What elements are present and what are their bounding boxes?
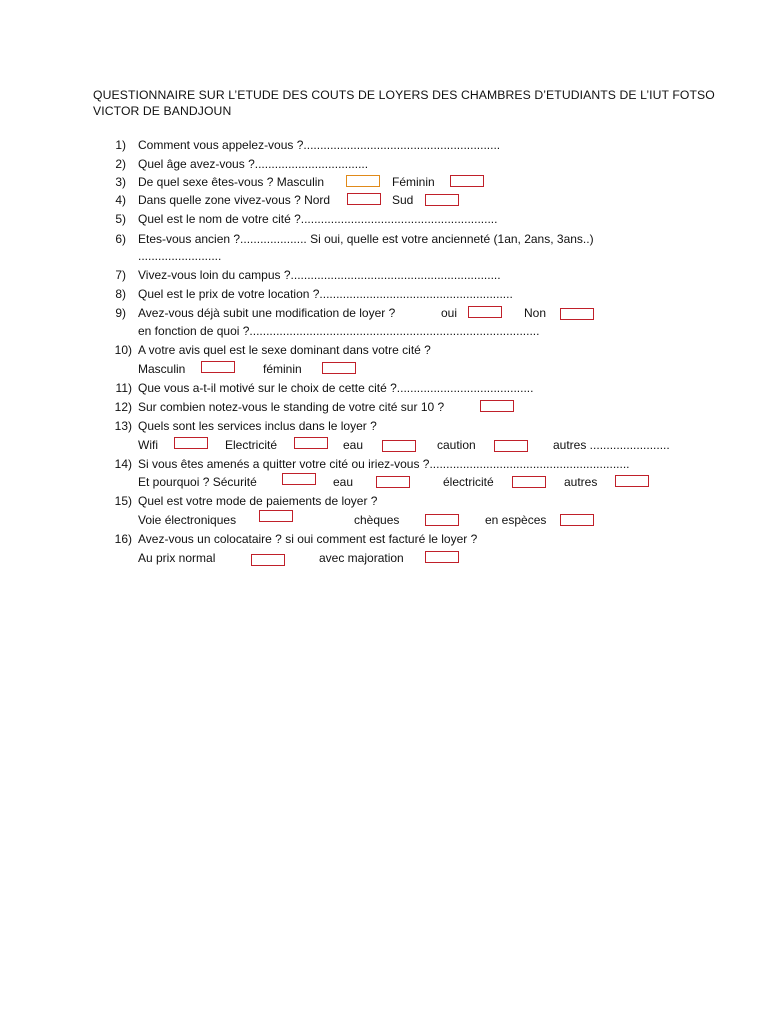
page-title-line-2: VICTOR DE BANDJOUN xyxy=(93,104,232,118)
question-text: Avez-vous un colocataire ? si oui comment est facturé le loyer ? xyxy=(138,532,478,546)
option-label: Voie électroniques xyxy=(138,513,237,527)
question-number: 2) xyxy=(115,157,126,171)
option-label: électricité xyxy=(443,475,494,489)
question-text: A votre avis quel est le sexe dominant dans votre cité ? xyxy=(138,343,431,357)
checkbox-non[interactable] xyxy=(560,308,594,320)
option-label: féminin xyxy=(263,362,302,376)
question-number: 11) xyxy=(115,381,132,395)
question-text: Quel est le prix de votre location ?.......................................................... xyxy=(138,287,513,301)
question-continuation: ......................... xyxy=(138,249,222,263)
option-label: Masculin xyxy=(138,362,186,376)
question-number: 8) xyxy=(115,287,126,301)
question-number: 16) xyxy=(114,532,132,546)
checkbox-wifi[interactable] xyxy=(174,437,208,449)
question-number: 4) xyxy=(115,193,126,207)
question-number: 7) xyxy=(115,268,126,282)
checkbox-majoration[interactable] xyxy=(425,551,459,563)
question-number: 15) xyxy=(114,494,132,508)
checkbox-feminin[interactable] xyxy=(450,175,484,187)
option-label-autres: autres ........................ xyxy=(553,438,670,452)
checkbox-oui[interactable] xyxy=(468,306,502,318)
option-label: Electricité xyxy=(225,438,278,452)
page-title-line-1: QUESTIONNAIRE SUR L’ETUDE DES COUTS DE LOYERS DES CHAMBRES D’ETUDIANTS DE L’IUT FOTSO xyxy=(93,88,715,102)
question-text: Quels sont les services inclus dans le loyer ? xyxy=(138,419,377,433)
question-text: Comment vous appelez-vous ?........................................................... xyxy=(138,138,501,152)
question-continuation: en fonction de quoi ?....................................................................................... xyxy=(138,324,540,338)
checkbox-especes[interactable] xyxy=(560,514,594,526)
option-label: Au prix normal xyxy=(138,551,216,565)
option-label: Wifi xyxy=(138,438,158,452)
question-number: 12) xyxy=(114,400,132,414)
option-label: Sud xyxy=(392,193,414,207)
checkbox-electricite[interactable] xyxy=(294,437,328,449)
checkbox-masculin[interactable] xyxy=(201,361,235,373)
option-label: autres xyxy=(564,475,598,489)
question-number: 13) xyxy=(114,419,132,433)
question-text: Quel âge avez-vous ?.................................. xyxy=(138,157,369,171)
question-text: Dans quelle zone vivez-vous ? Nord xyxy=(138,193,331,207)
checkbox-voie-electronique[interactable] xyxy=(259,510,293,522)
question-number: 6) xyxy=(115,232,126,246)
option-label: oui xyxy=(441,306,458,320)
checkbox-cheques[interactable] xyxy=(425,514,459,526)
question-text: Vivez-vous loin du campus ?............................................................... xyxy=(138,268,501,282)
option-label: Et pourquoi ? Sécurité xyxy=(138,475,257,489)
option-label: caution xyxy=(437,438,476,452)
option-label: eau xyxy=(343,438,364,452)
option-label: eau xyxy=(333,475,354,489)
question-number: 14) xyxy=(114,457,132,471)
question-text: De quel sexe êtes-vous ? Masculin xyxy=(138,175,325,189)
question-text: Quel est votre mode de paiements de loyer ? xyxy=(138,494,378,508)
checkbox-caution[interactable] xyxy=(494,440,528,452)
checkbox-sud[interactable] xyxy=(425,194,459,206)
question-text: Sur combien notez-vous le standing de votre cité sur 10 ? xyxy=(138,400,445,414)
checkbox-autres[interactable] xyxy=(615,475,649,487)
question-text: Quel est le nom de votre cité ?........................................................... xyxy=(138,212,498,226)
checkbox-feminin[interactable] xyxy=(322,362,356,374)
checkbox-masculin[interactable] xyxy=(346,175,380,187)
question-text: Que vous a-t-il motivé sur le choix de cette cité ?......................................... xyxy=(138,381,534,395)
checkbox-eau[interactable] xyxy=(376,476,410,488)
question-number: 9) xyxy=(115,306,126,320)
option-label: en espèces xyxy=(485,513,547,527)
question-text: Etes-vous ancien ?.................... Si oui, quelle est votre ancienneté (1an, 2ans, 3ans..) xyxy=(138,232,594,246)
question-number: 3) xyxy=(115,175,126,189)
rating-input-box[interactable] xyxy=(480,400,514,412)
checkbox-nord[interactable] xyxy=(347,193,381,205)
checkbox-prix-normal[interactable] xyxy=(251,554,285,566)
question-number: 5) xyxy=(115,212,126,226)
question-text: Si vous êtes amenés a quitter votre cité ou iriez-vous ?............................................................ xyxy=(138,457,630,471)
question-number: 10) xyxy=(114,343,132,357)
option-label: chèques xyxy=(354,513,400,527)
question-number: 1) xyxy=(115,138,126,152)
checkbox-eau[interactable] xyxy=(382,440,416,452)
option-label: Féminin xyxy=(392,175,435,189)
option-label: avec majoration xyxy=(319,551,404,565)
checkbox-electricite[interactable] xyxy=(512,476,546,488)
option-label: Non xyxy=(524,306,547,320)
question-text: Avez-vous déjà subit une modification de loyer ? xyxy=(138,306,396,320)
checkbox-securite[interactable] xyxy=(282,473,316,485)
